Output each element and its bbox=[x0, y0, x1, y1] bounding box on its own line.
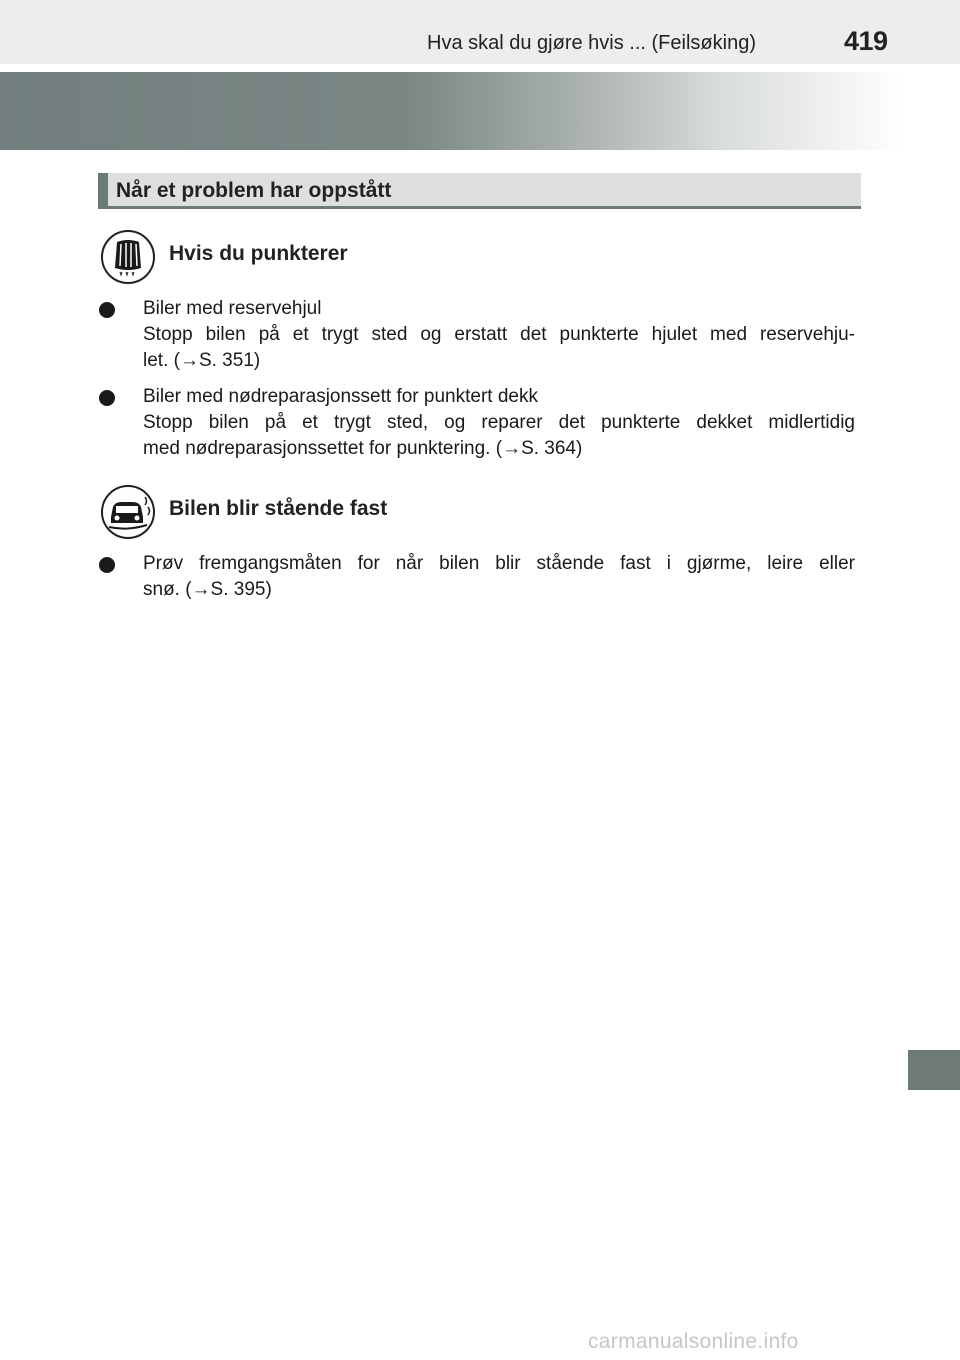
page-number: 419 bbox=[844, 26, 888, 56]
stuck-vehicle-icon bbox=[101, 485, 155, 539]
flat-tire-icon bbox=[101, 230, 155, 284]
item-text-line: med nødreparasjonssettet for punktering. (→S. 364) bbox=[143, 438, 583, 459]
watermark: carmanualsonline.info bbox=[588, 1330, 799, 1353]
bullet-icon bbox=[99, 390, 115, 406]
list-item bbox=[143, 551, 855, 603]
list-item bbox=[143, 296, 855, 374]
list-item bbox=[143, 384, 855, 462]
header-title: Hva skal du gjøre hvis ... (Feilsøking) bbox=[427, 32, 756, 54]
item-text-line: Stopp bilen på et trygt sted, og reparer det punkterte dekket midlertidig bbox=[143, 412, 855, 433]
item-heading: Biler med reservehjul bbox=[143, 298, 322, 319]
item-text-line: Prøv fremgangsmåten for når bilen blir stående fast i gjørme, leire eller bbox=[143, 553, 855, 574]
chapter-side-tab bbox=[908, 1050, 960, 1090]
item-text-line: snø. (→S. 395) bbox=[143, 579, 272, 600]
item-text-line: Stopp bilen på et trygt sted og erstatt det punkterte hjulet med reservehju- bbox=[143, 324, 855, 345]
section-title: Når et problem har oppstått bbox=[116, 179, 392, 202]
item-heading: Biler med nødreparasjonssett for punktert dekk bbox=[143, 386, 538, 407]
item-text-line: let. (→S. 351) bbox=[143, 350, 261, 371]
subsection-title-flat-tire: Hvis du punkterer bbox=[169, 242, 348, 265]
bullet-icon bbox=[99, 302, 115, 318]
bullet-icon bbox=[99, 557, 115, 573]
chapter-banner bbox=[0, 72, 905, 150]
subsection-title-stuck: Bilen blir stående fast bbox=[169, 497, 388, 520]
